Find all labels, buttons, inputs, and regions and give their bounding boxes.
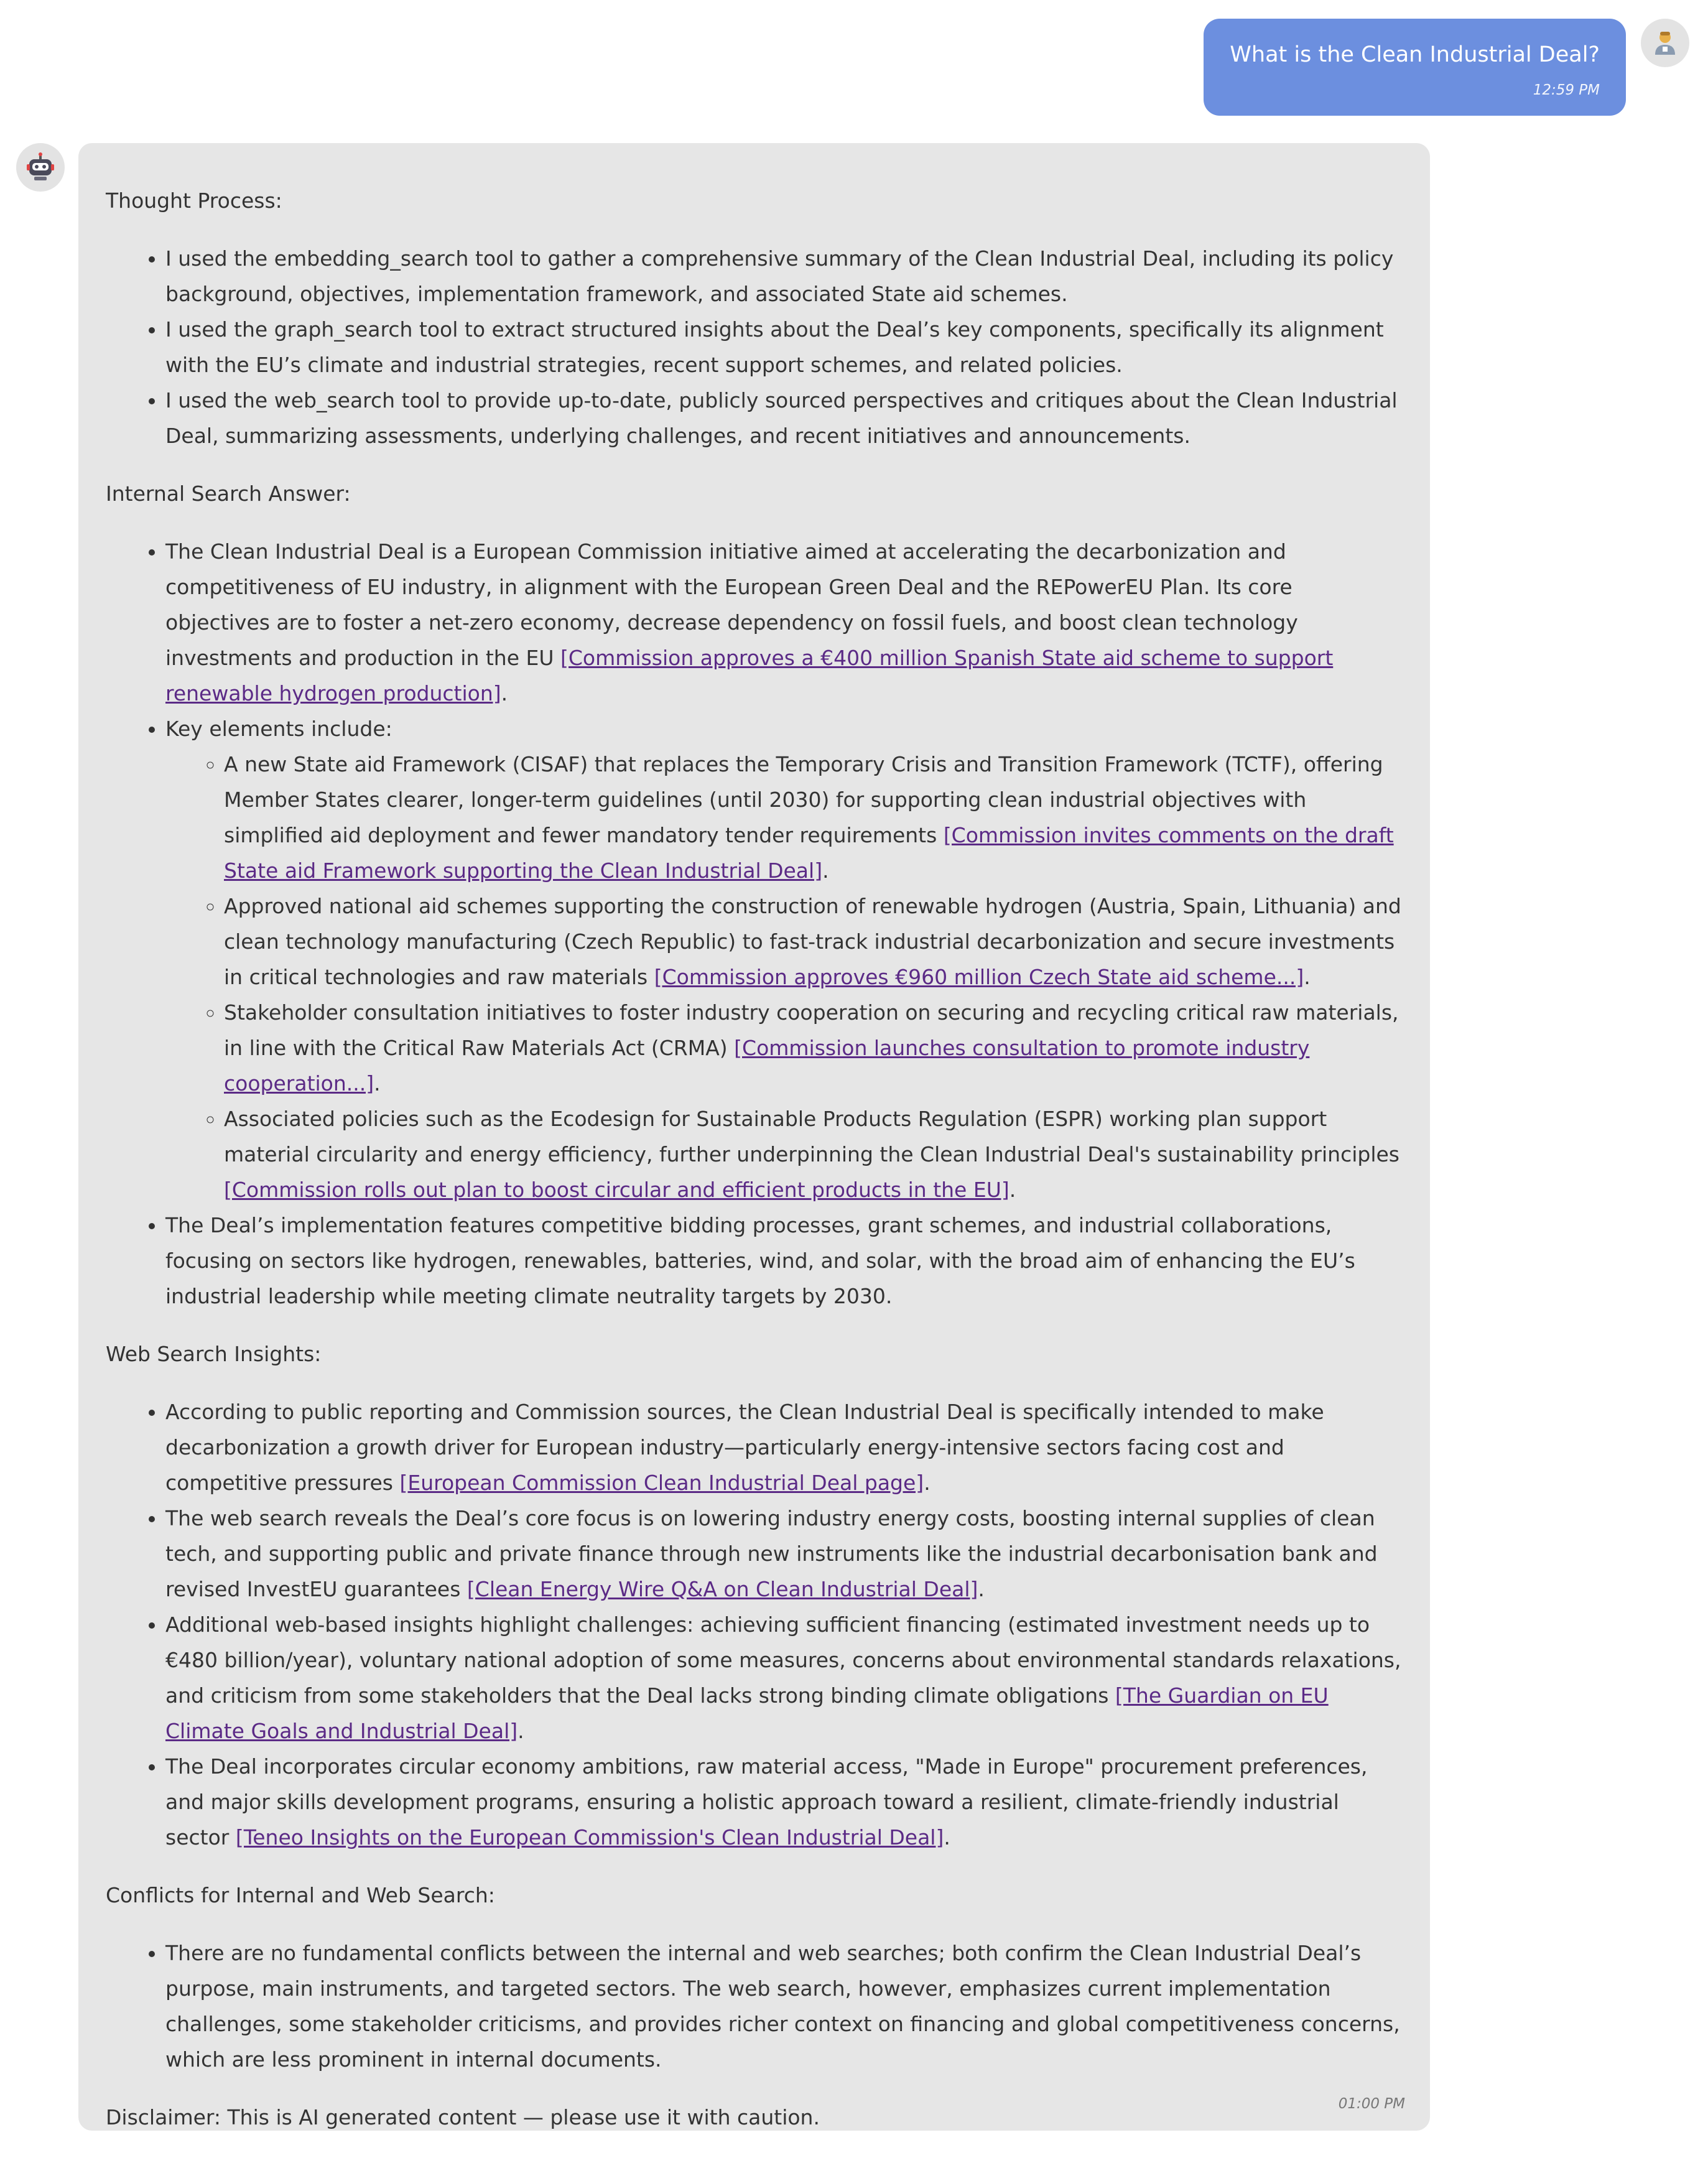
user-avatar-icon xyxy=(1648,26,1682,60)
thought-process-list xyxy=(106,241,1403,454)
list-item: • The Deal incorporates circular economy ambitions, raw material access, "Made in Europe" procurement preferences, and major skills development programs, ensuring a holistic approach toward a resilient, climate-friendly industrial sector [Teneo Insights on the European Commission's Clean Industrial Deal]. xyxy=(165,1749,1403,1855)
source-link[interactable]: [Commission approves a €400 million Spanish State aid scheme to support renewable hydrogen production] xyxy=(165,646,1334,705)
sub-list-item: ◦ Associated policies such as the Ecodesign for Sustainable Products Regulation (ESPR) working plan support material circularity and energy efficiency, further underpinning the Clean Industrial Deal's sustainability principles [Commission rolls out plan to boost circular and efficient products in the EU]. xyxy=(224,1101,1403,1207)
list-item-text: The Deal incorporates circular economy ambitions, raw material access, "Made in Europe" procurement preferences, and major skills development programs, ensuring a holistic approach toward a resilient, climate-friendly industrial sector xyxy=(165,1754,1368,1849)
conflicts-list xyxy=(106,1935,1403,2077)
bot-message-bubble xyxy=(78,143,1430,2131)
source-link[interactable]: [European Commission Clean Industrial Deal page] xyxy=(399,1471,924,1495)
internal-search-list xyxy=(106,534,1403,1314)
bot-message-time: 01:00 PM xyxy=(1338,2096,1405,2112)
list-item-text: Key elements include: xyxy=(165,717,392,741)
source-link[interactable]: [Commission approves €960 million Czech State aid scheme...] xyxy=(654,965,1304,989)
robot-icon xyxy=(24,151,57,184)
user-message-time: 12:59 PM xyxy=(1533,81,1600,98)
source-link[interactable]: [The Guardian on EU Climate Goals and Industrial Deal] xyxy=(165,1683,1329,1743)
list-item: • I used the web_search tool to provide up-to-date, publicly sourced perspectives and critiques about the Clean Industrial Deal, summarizing assessments, underlying challenges, and recent initiatives and announcements. xyxy=(165,383,1403,454)
source-link[interactable]: [Commission launches consultation to promote industry cooperation...] xyxy=(224,1036,1310,1095)
list-item: • The Deal’s implementation features competitive bidding processes, grant schemes, and industrial collaborations, focusing on sectors like hydrogen, renewables, batteries, wind, and solar, with the broad aim of enhancing the EU’s industrial leadership while meeting climate neutrality targets by 2030. xyxy=(165,1207,1403,1314)
list-item: • I used the embedding_search tool to gather a comprehensive summary of the Clean Industrial Deal, including its policy background, objectives, implementation framework, and associated State aid schemes. xyxy=(165,241,1403,312)
list-item-text: Stakeholder consultation initiatives to foster industry cooperation on securing and recycling critical raw materials, in line with the Critical Raw Materials Act (CRMA) xyxy=(224,1000,1399,1060)
source-link[interactable]: [Clean Energy Wire Q&A on Clean Industrial Deal] xyxy=(466,1577,978,1601)
source-link[interactable]: [Commission rolls out plan to boost circular and efficient products in the EU] xyxy=(224,1178,1009,1202)
key-elements-sublist xyxy=(165,747,1403,1207)
list-item: • Additional web-based insights highlight challenges: achieving sufficient financing (estimated investment needs up to €480 billion/year), voluntary national adoption of some measures, concerns about environmental standards relaxations, and criticism from some stakeholders that the Deal lacks strong binding climate obligations [The Guardian on EU Climate Goals and Industrial Deal]. xyxy=(165,1607,1403,1749)
web-search-list xyxy=(106,1394,1403,1855)
list-item-text: A new State aid Framework (CISAF) that replaces the Temporary Crisis and Transition Framework (TCTF), offering Member States clearer, longer-term guidelines (until 2030) for supporting clean industrial objectives with simplified aid deployment and fewer mandatory tender requirements xyxy=(224,752,1383,847)
source-link[interactable]: [Teneo Insights on the European Commission's Clean Industrial Deal] xyxy=(235,1825,944,1849)
list-item-text: According to public reporting and Commission sources, the Clean Industrial Deal is specifically intended to make decarbonization a growth driver for European industry—particularly energy-intensive sectors facing cost and competitive pressures xyxy=(165,1400,1324,1495)
list-item: • According to public reporting and Commission sources, the Clean Industrial Deal is specifically intended to make decarbonization a growth driver for European industry—particularly energy-intensive sectors facing cost and competitive pressures [European Commission Clean Industrial Deal page]. xyxy=(165,1394,1403,1500)
sub-list-item: ◦ A new State aid Framework (CISAF) that replaces the Temporary Crisis and Transition Framework (TCTF), offering Member States clearer, longer-term guidelines (until 2030) for supporting clean industrial objectives with simplified aid deployment and fewer mandatory tender requirements [Commission invites comments on the draft State aid Framework supporting the Clean Industrial Deal]. xyxy=(224,747,1403,888)
list-item: • I used the graph_search tool to extract structured insights about the Deal’s key components, specifically its alignment with the EU’s climate and industrial strategies, recent support schemes, and related policies. xyxy=(165,312,1403,383)
list-item-text: Associated policies such as the Ecodesign for Sustainable Products Regulation (ESPR) working plan support material circularity and energy efficiency, further underpinning the Clean Industrial Deal's sustainability principles xyxy=(224,1107,1399,1166)
user-message-row xyxy=(1204,19,1689,116)
bot-avatar xyxy=(16,143,65,192)
disclaimer-text: Disclaimer: This is AI generated content — please use it with caution. xyxy=(106,2105,820,2129)
web-search-title: Web Search Insights: xyxy=(106,1342,322,1366)
list-item-text: Additional web-based insights highlight challenges: achieving sufficient financing (estimated investment needs up to €480 billion/year), voluntary national adoption of some measures, concerns about environmental standards relaxations, and criticism from some stakeholders that the Deal lacks strong binding climate obligations xyxy=(165,1612,1401,1708)
user-avatar xyxy=(1641,19,1689,67)
bot-message-row xyxy=(16,143,1430,2131)
list-item-text: The Clean Industrial Deal is a European Commission initiative aimed at accelerating the decarbonization and competitiveness of EU industry, in alignment with the European Green Deal and the REPowerEU Plan. Its core objectives are to foster a net-zero economy, decrease dependency on fossil fuels, and boost clean technology investments and production in the EU xyxy=(165,539,1298,670)
sub-list-item: ◦ Approved national aid schemes supporting the construction of renewable hydrogen (Austria, Spain, Lithuania) and clean technology manufacturing (Czech Republic) to fast-track industrial decarbonization and secure investments in critical technologies and raw materials [Commission approves €960 million Czech State aid scheme...]. xyxy=(224,888,1403,995)
conflicts-title: Conflicts for Internal and Web Search: xyxy=(106,1883,495,1907)
list-item-text: Approved national aid schemes supporting the construction of renewable hydrogen (Austria, Spain, Lithuania) and clean technology manufacturing (Czech Republic) to fast-track industrial decarbonization and secure investments in critical technologies and raw materials xyxy=(224,894,1401,989)
user-message-bubble xyxy=(1204,19,1626,116)
user-message-text: What is the Clean Industrial Deal? xyxy=(1230,42,1600,67)
sub-list-item: ◦ Stakeholder consultation initiatives to foster industry cooperation on securing and recycling critical raw materials, in line with the Critical Raw Materials Act (CRMA) [Commission launches consultation to promote industry cooperation...]. xyxy=(224,995,1403,1101)
list-item: • There are no fundamental conflicts between the internal and web searches; both confirm the Clean Industrial Deal’s purpose, main instruments, and targeted sectors. The web search, however, emphasizes current implementation challenges, some stakeholder criticisms, and provides richer context on financing and global competitiveness concerns, which are less prominent in internal documents. xyxy=(165,1935,1403,2077)
internal-search-title: Internal Search Answer: xyxy=(106,481,351,506)
list-item-text: The web search reveals the Deal’s core focus is on lowering industry energy costs, boosting internal supplies of clean tech, and supporting public and private finance through new instruments like the industrial decarbonisation bank and revised InvestEU guarantees xyxy=(165,1506,1378,1601)
list-item xyxy=(165,711,1403,1207)
thought-process-title: Thought Process: xyxy=(106,188,282,213)
list-item: • The web search reveals the Deal’s core focus is on lowering industry energy costs, boosting internal supplies of clean tech, and supporting public and private finance through new instruments like the industrial decarbonisation bank and revised InvestEU guarantees [Clean Energy Wire Q&A on Clean Industrial Deal]. xyxy=(165,1500,1403,1607)
source-link[interactable]: [Commission invites comments on the draft State aid Framework supporting the Clean Industrial Deal] xyxy=(224,823,1394,883)
list-item: • The Clean Industrial Deal is a European Commission initiative aimed at accelerating the decarbonization and competitiveness of EU industry, in alignment with the European Green Deal and the REPowerEU Plan. Its core objectives are to foster a net-zero economy, decrease dependency on fossil fuels, and boost clean technology investments and production in the EU [Commission approves a €400 million Spanish State aid scheme to support renewable hydrogen production]. xyxy=(165,534,1403,711)
